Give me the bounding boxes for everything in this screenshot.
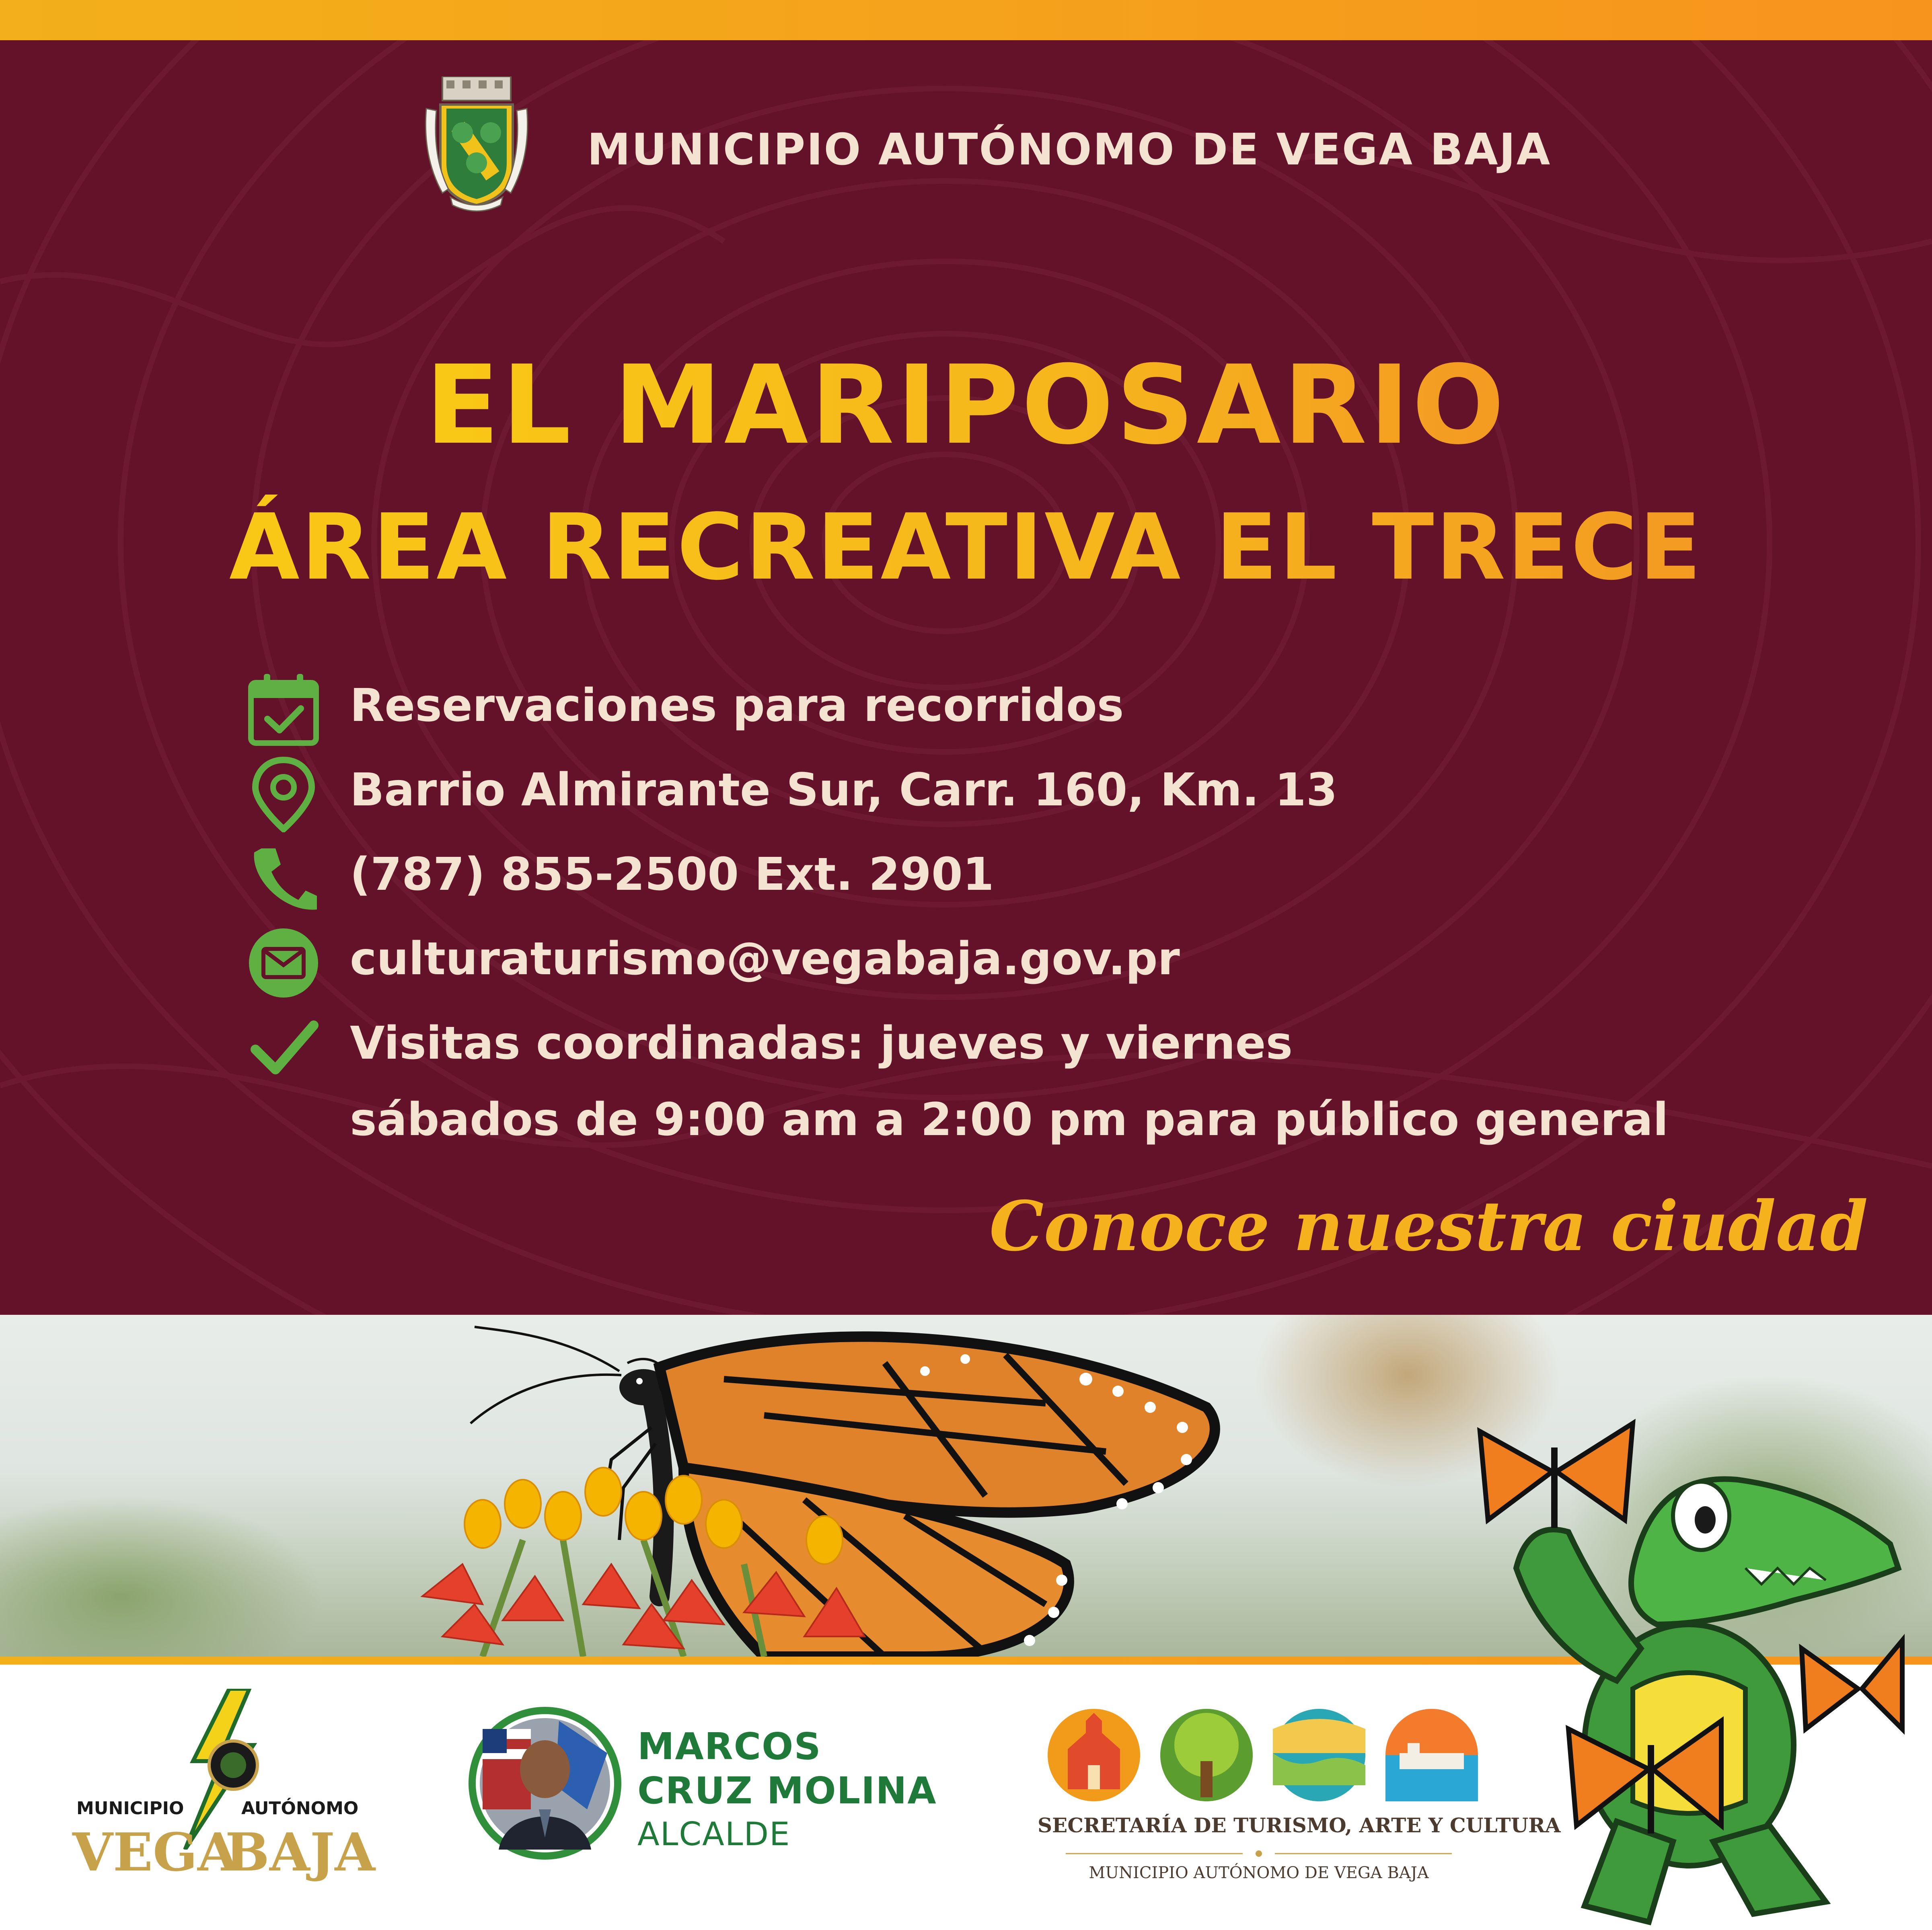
envelope-icon [245,925,322,1001]
subtitle: ÁREA RECREATIVA EL TRECE [229,495,1703,600]
mayor-name-line1: MARCOS [637,1725,822,1768]
vega-baja-logo [64,1689,376,1914]
mayor-name-line2: CRUZ MOLINA [637,1769,937,1812]
divider-dots [1066,1850,1452,1858]
mascot-butterfly-1 [1480,1423,1633,1528]
info-reservations [245,659,1774,744]
checkmark-icon [245,1009,322,1086]
address-text: Barrio Almirante Sur, Carr. 160, Km. 13 [350,764,1338,816]
logo-vega: VEGA [72,1821,238,1883]
tourism-icons [1046,1705,1488,1805]
crocodile-mascot [1464,1399,1906,1930]
logo-municipio: MUNICIPIO [76,1798,184,1819]
coast-icon [1273,1709,1365,1801]
secretaria-subtitle: MUNICIPIO AUTÓNOMO DE VEGA BAJA [1089,1864,1429,1882]
phone-icon [245,840,322,917]
visits-text: Visitas coordinadas: jueves y viernes [350,1017,1293,1070]
church-icon [1048,1709,1140,1801]
slogan: Conoce nuestra ciudad [989,1186,1868,1267]
info-phone [245,828,1774,913]
map-pin-icon [245,756,322,832]
municipal-crest-icon [418,76,535,213]
mayor-avatar [467,1705,623,1862]
logo-autonomo: AUTÓNOMO [241,1798,359,1819]
municipality-title: MUNICIPIO AUTÓNOMO DE VEGA BAJA [587,125,1552,175]
info-list [245,659,1774,1166]
calendar-check-icon [245,671,322,748]
secretaria-title: SECRETARÍA DE TURISMO, ARTE Y CULTURA [1038,1813,1561,1837]
saturdays-text: sábados de 9:00 am a 2:00 pm para público general [350,1094,1669,1146]
top-gold-bar [0,0,1932,40]
tree-icon [1160,1709,1253,1801]
info-email [245,913,1774,997]
header [0,52,1932,205]
mascot-butterfly-2 [1802,1640,1902,1729]
reservations-text: Reservaciones para recorridos [350,680,1124,732]
info-address [245,744,1774,828]
logo-baja: BAJA [225,1821,376,1883]
info-saturdays [245,1082,1774,1166]
main-title: EL MARIPOSARIO [425,342,1507,468]
info-visits [245,997,1774,1082]
mayor-role: ALCALDE [637,1815,791,1853]
phone-text: (787) 855-2500 Ext. 2901 [350,848,994,901]
email-text: culturaturismo@vegabaja.gov.pr [350,933,1180,985]
